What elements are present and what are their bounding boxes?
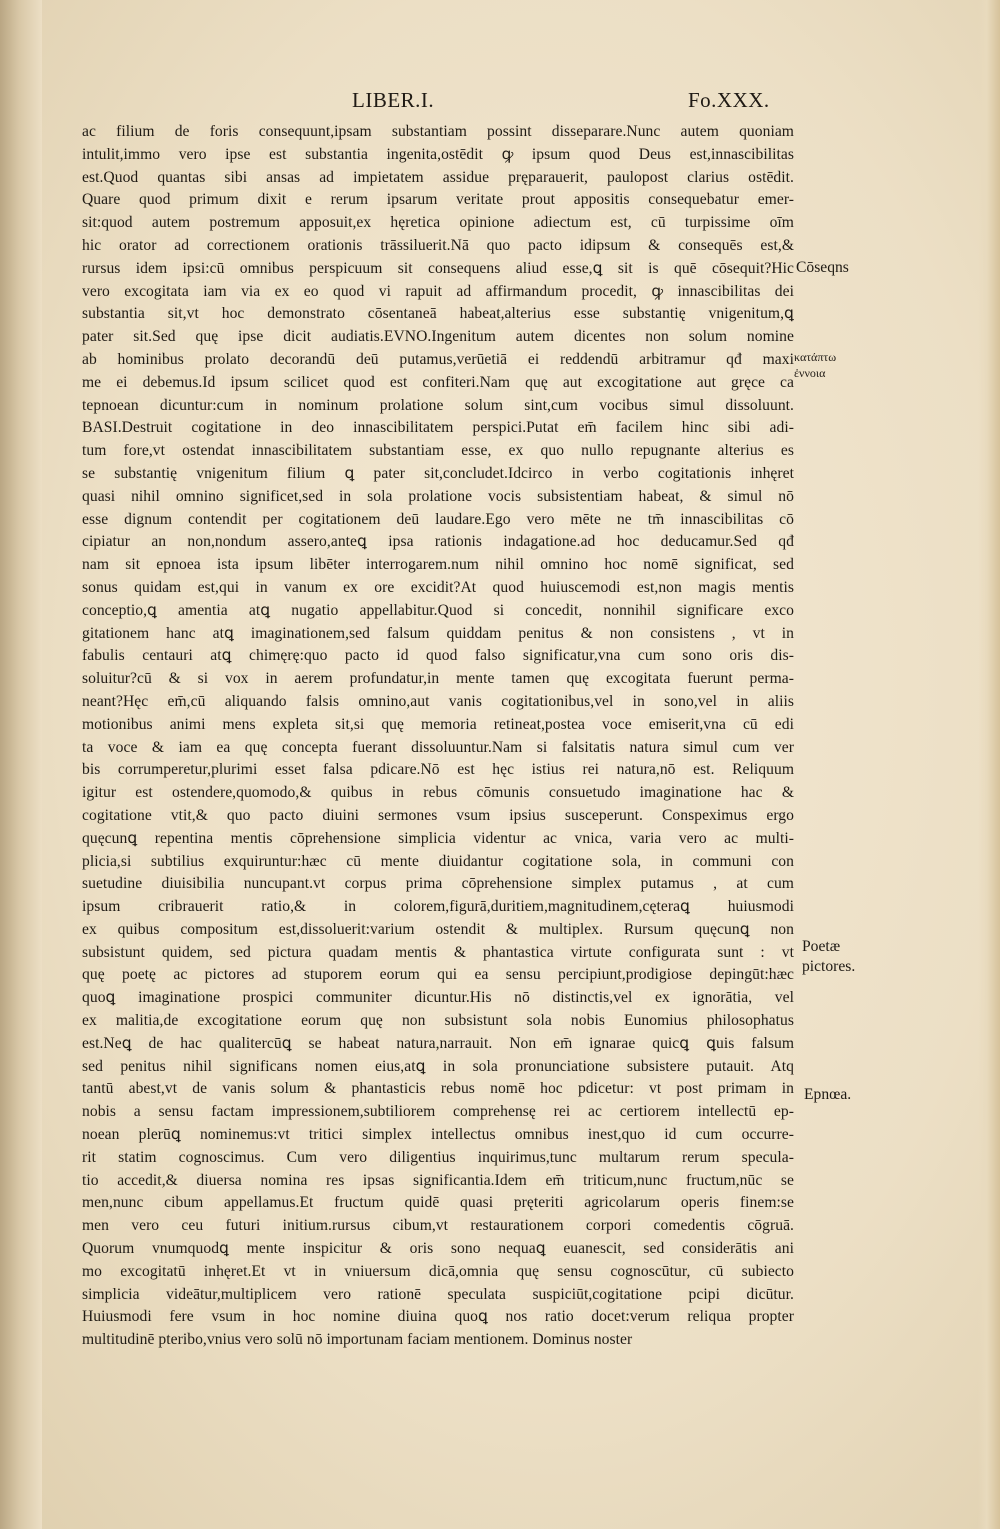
text-line: quę poetę ac pictores ad stuporem eorum qui ea sensu percipiunt,prodigiose depingūt:hæc	[82, 966, 794, 984]
text-line: ipsum cribrauerit ratio,& in colorem,figurā,duritiem,magnitudinem,cęteraꝗ huiusmodi	[82, 898, 794, 916]
text-line: gitationem hanc atꝗ imaginationem,sed falsum quiddam penitus & non consistens , vt in	[82, 624, 794, 642]
text-line: men vero ceu futuri initium.rursus cibum,vt restaurationem corpori comedentis cōgruā.	[82, 1217, 794, 1235]
text-line: ex quibus compositum est,dissoluerit:varium ostendit & multiplex. Rursum quęcunꝗ non	[82, 920, 794, 938]
text-line: Huiusmodi fere vsum in hoc nomine diuina quoꝗ nos ratio docet:verum reliqua propter	[82, 1308, 794, 1326]
text-line: bis corrumperetur,plurimi esset falsa pdicare.Nō est hęc istius rei natura,nō est. Reliquum	[82, 761, 794, 779]
text-line: ex malitia,de excogitatione eorum quę non subsistunt sola nobis Eunomius philosophatus	[82, 1012, 794, 1030]
text-line: hic orator ad correctionem orationis trāssiluerit.Nā quo pacto idipsum & consequēs est,&	[82, 236, 794, 254]
text-line: subsistunt quidem, sed pictura quadam mentis & phantastica virtute configurata sunt : vt	[82, 943, 794, 961]
text-line: fabulis centauri atꝗ chimęrę:quo pacto id quod falso significatur,vna cum sono oris dis-	[82, 647, 794, 665]
margin-note: Epnœa.	[804, 1086, 852, 1103]
text-line: noean plerūꝗ nominemus:vt tritici simplex intellectus omnibus inest,quo id cum occurre-	[82, 1126, 794, 1144]
text-line: intulit,immo vero ipse est substantia ingenita,ostēdit ꝙ ipsum quod Deus est,innascibilitas	[82, 145, 794, 163]
text-line: simplicia videātur,multiplicem vero rationē speculata suspiciūt,cogitatione pcipi dicūtur.	[82, 1285, 794, 1303]
text-line: se substantię vnigenitum filium ꝗ pater sit,concludet.Idcirco in verbo cogitationis inhęret	[82, 464, 794, 482]
text-line: multitudinē pteribo,vnius vero solū nō importunam faciam mentionem. Dominus noster	[82, 1331, 633, 1349]
running-title: LIBER.I.	[352, 88, 435, 112]
text-line: est.Quod quantas sibi ansas ad impietatem assidue pręparauerit, paulopost clarius ostēdit.	[82, 168, 794, 186]
margin-note: Cōseqns	[796, 259, 849, 276]
text-line: sonus quidam est,qui in vanum ex ore excidit?At quod huiuscemodi est,non magis mentis	[82, 578, 794, 596]
binding-gutter	[0, 0, 42, 1529]
text-line: quoꝗ imaginatione prospici communiter dicuntur.His nō distinctis,vel ex ignorātia, vel	[82, 989, 794, 1007]
margin-note: Poetæ pictores.	[802, 938, 856, 975]
text-block	[82, 121, 794, 1352]
text-line: suetudine diuisibilia nuncupant.vt corpus prima cōprehensione simplex putamus , at cum	[82, 875, 794, 893]
text-line: tepnoean dicuntur:cum in nominum prolatione solum sint,cum vocibus simul dissoluunt.	[82, 396, 794, 414]
text-line: est.Neꝗ de hac qualitercūꝗ se habeat natura,narrauit. Non em̄ ignarae quicꝗ ꝗuis falsum	[82, 1034, 794, 1052]
text-line: quasi nihil omnino significet,sed in sola prolatione vocis subsistentiam habeat, & simul nō	[82, 487, 794, 505]
text-line: BASI.Destruit cogitatione in deo innascibilitatem perspici.Putat em̄ facilem hinc sibi adi-	[82, 419, 794, 437]
text-line: sit:quod autem postremum apposuit,ex hęretica opinione adiectum est, cū turpissime oīm	[82, 214, 794, 232]
text-line: mo excogitatū inhęret.Et vt in vniuersum dicā,omnia quę sensu cognoscūtur, cū subiecto	[82, 1262, 794, 1280]
text-line: soluitur?cū & si vox in aerem profundatur,in mente tamen quę excogitata fuerunt perma-	[82, 670, 794, 688]
text-line: cogitatione vtit,& quo pacto diuini sermones vsum ipsius susceperunt. Conspeximus ergo	[82, 806, 794, 824]
page-edge	[978, 0, 1000, 1529]
text-line: men,nunc cibum appellamus.Et fructum quidē quasi pręteriti agricolarum operis finem:se	[82, 1194, 794, 1212]
margin-note: κατάπτω ἐννοια	[794, 350, 837, 380]
text-line: sed penitus nihil significans nomen eius,atꝗ in sola pronunciatione subsistere putauit. Atq	[82, 1057, 794, 1075]
text-line: neant?Hęc em̄,cū aliquando falsis omnino,aut vanis cogitationibus,vel in sono,vel in aliis	[82, 692, 794, 710]
text-line: rursus idem ipsi:cū omnibus perspicuum sit consequens aliud esse,ꝗ sit is quē cōsequit?Hic	[82, 259, 794, 277]
text-line: nam sit epnoea ista ipsum libēter interrogarem.num nihil omnino hoc nomē significat, sed	[82, 556, 794, 574]
text-line: plicia,si subtilius exquiruntur:hæc cū mente diuidantur cogitatione sola, in communi con	[82, 852, 794, 870]
text-line: igitur est ostendere,quomodo,& quibus in rebus cōmunis consuetudo imaginatione hac &	[82, 784, 794, 802]
folio-number: Fo.XXX.	[688, 88, 770, 112]
text-line: ac filium de foris consequunt,ipsam substantiam possint disseparare.Nunc autem quoniam	[82, 123, 794, 140]
text-line: Quorum vnumquodꝗ mente inspicitur & oris sono nequaꝗ euanescit, sed considerātis ani	[82, 1240, 794, 1258]
text-line: ab hominibus prolato decorandū deū putamus,verūetiā ei reddendū arbitramur qđ maxi	[82, 350, 794, 368]
text-line: pater sit.Sed quę ipse dicit audiatis.EVNO.Ingenitum autem dicentes non solum nomine	[82, 328, 794, 346]
text-line: ta voce & iam ea quę concepta fuerant dissoluuntur.Nam si falsitatis natura simul cum ver	[82, 738, 794, 756]
text-line: Quare quod primum dixit e rerum ipsarum veritate prout appositis consequebatur emer-	[82, 191, 794, 209]
text-line: quęcunꝗ repentina mentis cōprehensione simplicia videntur ac vnica, varia vero ac multi-	[82, 829, 794, 847]
text-line: substantia sit,vt hoc demonstrato cōsentaneā habeat,alterius esse substantię vnigenitum,ꝗ	[82, 305, 794, 323]
text-line: vero excogitata iam via ex eo quod vi rapuit ad affirmandum procedit, ꝙ innascibilitas dei	[82, 282, 794, 300]
text-line: tum fore,vt ostendat innascibilitatem substantiam esse, ex quo nullo repugnante alterius es	[82, 442, 794, 460]
text-line: tio accedit,& diuersa nomina res ipsas significantia.Idem em̄ triticum,nunc fructum,nūc se	[82, 1171, 794, 1189]
text-line: cipiatur an non,nondum assero,anteꝗ ipsa rationis indagatione.ad hoc deducamur.Sed qđ	[82, 533, 794, 551]
running-header	[0, 88, 1000, 114]
text-line: nobis a sensu factam impressionem,subtiliorem comprehensę rei ac certiorem intellectū ep-	[82, 1103, 794, 1121]
text-line: esse dignum contendit per cogitationem deū laudare.Ego vero mēte ne tm̄ innascibilitas cō	[82, 510, 794, 528]
text-line: motionibus animi mens expleta sit,si quę memoria retineat,postea voce emiserit,vna cū edi	[82, 715, 794, 733]
text-line: me ei debemus.Id ipsum scilicet quod est confiteri.Nam quę aut excogitatione aut gręce ca	[82, 373, 794, 391]
text-line: tantū abest,vt de vanis solum & phantasticis rebus nomē hoc pdicetur: vt post primam in	[82, 1080, 794, 1098]
text-line: rit statim cognoscimus. Cum vero diligentius inquirimus,tunc multarum rerum specula-	[82, 1148, 794, 1166]
text-line: conceptio,ꝗ amentia atꝗ nugatio appellabitur.Quod si concedit, nonnihil significare exco	[82, 601, 794, 619]
